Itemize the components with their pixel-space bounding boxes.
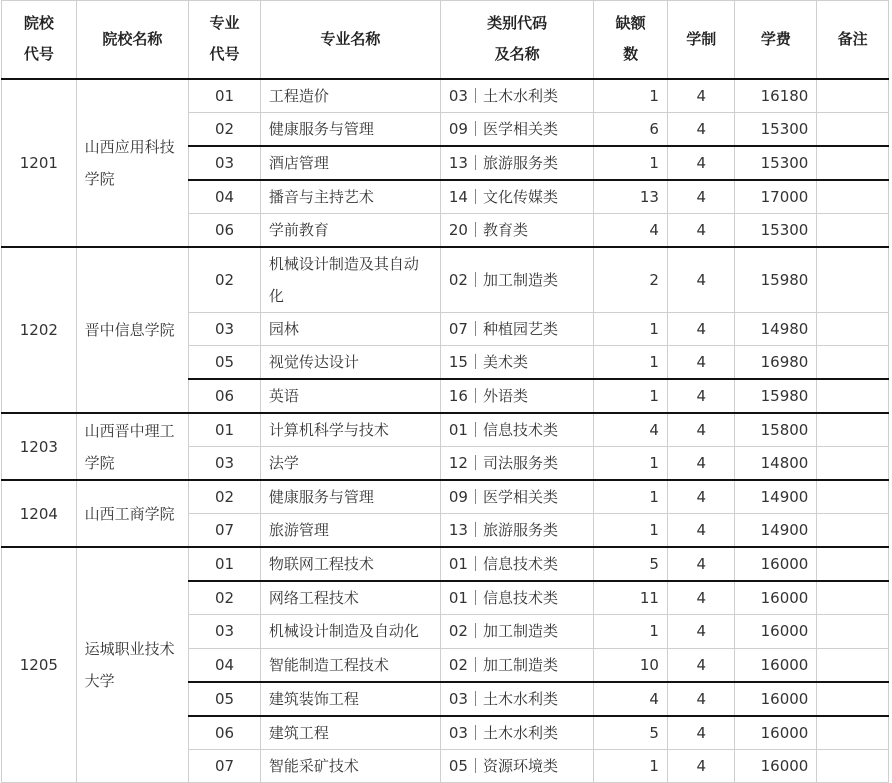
years-cell: 4 — [667, 112, 735, 146]
major-name-cell: 智能采矿技术 — [260, 749, 440, 782]
major-name-cell: 健康服务与管理 — [260, 480, 440, 514]
vacancy-cell: 5 — [594, 547, 668, 581]
major-code-cell: 01 — [189, 79, 261, 113]
major-name-cell: 旅游管理 — [260, 514, 440, 548]
major-code-cell: 03 — [189, 615, 261, 648]
major-name-cell: 机械设计制造及自动化 — [260, 615, 440, 648]
category-cell: 01｜信息技术类 — [440, 413, 593, 447]
vacancy-cell: 13 — [594, 180, 668, 214]
header-category: 类别代码 及名称 — [440, 1, 593, 79]
vacancy-cell: 6 — [594, 112, 668, 146]
fee-cell: 15300 — [735, 146, 817, 180]
category-cell: 05｜资源环境类 — [440, 749, 593, 782]
note-cell — [817, 413, 889, 447]
major-code-cell: 02 — [189, 112, 261, 146]
years-cell: 4 — [667, 682, 735, 716]
category-cell: 03｜土木水利类 — [440, 682, 593, 716]
school-code-cell: 1205 — [2, 547, 77, 782]
major-name-cell: 播音与主持艺术 — [260, 180, 440, 214]
category-cell: 02｜加工制造类 — [440, 648, 593, 682]
category-cell: 02｜加工制造类 — [440, 247, 593, 313]
note-cell — [817, 213, 889, 247]
years-cell: 4 — [667, 514, 735, 548]
fee-cell: 14980 — [735, 313, 817, 346]
vacancy-cell: 1 — [594, 480, 668, 514]
header-major-code: 专业 代号 — [189, 1, 261, 79]
note-cell — [817, 749, 889, 782]
fee-cell: 16000 — [735, 716, 817, 750]
major-name-cell: 智能制造工程技术 — [260, 648, 440, 682]
school-name-cell: 山西晋中理工学院 — [76, 413, 189, 480]
major-code-cell: 06 — [189, 213, 261, 247]
fee-cell: 16180 — [735, 79, 817, 113]
vacancy-cell: 4 — [594, 413, 668, 447]
fee-cell: 15300 — [735, 112, 817, 146]
school-name-cell: 山西应用科技学院 — [76, 79, 189, 247]
vacancy-cell: 1 — [594, 615, 668, 648]
note-cell — [817, 615, 889, 648]
note-cell — [817, 447, 889, 481]
category-cell: 13｜旅游服务类 — [440, 146, 593, 180]
major-name-cell: 建筑工程 — [260, 716, 440, 750]
vacancy-cell: 10 — [594, 648, 668, 682]
table-row — [2, 547, 889, 581]
note-cell — [817, 581, 889, 615]
school-name-cell: 晋中信息学院 — [76, 247, 189, 414]
note-cell — [817, 313, 889, 346]
major-code-cell: 04 — [189, 648, 261, 682]
school-name-cell: 运城职业技术大学 — [76, 547, 189, 782]
vacancy-cell: 1 — [594, 447, 668, 481]
category-cell: 20｜教育类 — [440, 213, 593, 247]
major-name-cell: 物联网工程技术 — [260, 547, 440, 581]
major-name-cell: 工程造价 — [260, 79, 440, 113]
years-cell: 4 — [667, 547, 735, 581]
years-cell: 4 — [667, 413, 735, 447]
major-name-cell: 网络工程技术 — [260, 581, 440, 615]
category-cell: 03｜土木水利类 — [440, 79, 593, 113]
category-cell: 16｜外语类 — [440, 379, 593, 413]
years-cell: 4 — [667, 648, 735, 682]
school-code-cell: 1203 — [2, 413, 77, 480]
major-name-cell: 酒店管理 — [260, 146, 440, 180]
major-code-cell: 06 — [189, 379, 261, 413]
header-row — [2, 1, 889, 79]
fee-cell: 16000 — [735, 682, 817, 716]
category-cell: 13｜旅游服务类 — [440, 514, 593, 548]
note-cell — [817, 247, 889, 313]
school-code-cell: 1202 — [2, 247, 77, 414]
school-name-cell: 山西工商学院 — [76, 480, 189, 547]
fee-cell: 17000 — [735, 180, 817, 214]
major-name-cell: 计算机科学与技术 — [260, 413, 440, 447]
category-cell: 14｜文化传媒类 — [440, 180, 593, 214]
vacancy-cell: 1 — [594, 749, 668, 782]
fee-cell: 16000 — [735, 581, 817, 615]
school-code-cell: 1201 — [2, 79, 77, 247]
category-cell: 09｜医学相关类 — [440, 480, 593, 514]
vacancy-cell: 1 — [594, 146, 668, 180]
major-name-cell: 园林 — [260, 313, 440, 346]
major-name-cell: 机械设计制造及其自动化 — [260, 247, 440, 313]
header-fee: 学费 — [735, 1, 817, 79]
major-name-cell: 健康服务与管理 — [260, 112, 440, 146]
vacancy-cell: 2 — [594, 247, 668, 313]
category-cell: 03｜土木水利类 — [440, 716, 593, 750]
years-cell: 4 — [667, 213, 735, 247]
vacancy-cell: 1 — [594, 346, 668, 380]
note-cell — [817, 547, 889, 581]
note-cell — [817, 79, 889, 113]
years-cell: 4 — [667, 447, 735, 481]
fee-cell: 14900 — [735, 514, 817, 548]
header-school-code: 院校 代号 — [2, 1, 77, 79]
header-years: 学制 — [667, 1, 735, 79]
major-code-cell: 02 — [189, 581, 261, 615]
vacancy-cell: 1 — [594, 379, 668, 413]
fee-cell: 16000 — [735, 547, 817, 581]
vacancy-cell: 1 — [594, 514, 668, 548]
major-code-cell: 03 — [189, 447, 261, 481]
note-cell — [817, 480, 889, 514]
category-cell: 07｜种植园艺类 — [440, 313, 593, 346]
years-cell: 4 — [667, 379, 735, 413]
table-row — [2, 79, 889, 113]
major-code-cell: 03 — [189, 146, 261, 180]
years-cell: 4 — [667, 581, 735, 615]
fee-cell: 16000 — [735, 749, 817, 782]
vacancy-cell: 5 — [594, 716, 668, 750]
category-cell: 01｜信息技术类 — [440, 581, 593, 615]
years-cell: 4 — [667, 749, 735, 782]
major-name-cell: 英语 — [260, 379, 440, 413]
note-cell — [817, 682, 889, 716]
table-row — [2, 247, 889, 313]
admissions-table — [1, 0, 889, 783]
fee-cell: 16980 — [735, 346, 817, 380]
fee-cell: 15300 — [735, 213, 817, 247]
vacancy-cell: 4 — [594, 682, 668, 716]
years-cell: 4 — [667, 480, 735, 514]
fee-cell: 14900 — [735, 480, 817, 514]
major-code-cell: 02 — [189, 247, 261, 313]
fee-cell: 15800 — [735, 413, 817, 447]
category-cell: 09｜医学相关类 — [440, 112, 593, 146]
major-code-cell: 01 — [189, 547, 261, 581]
years-cell: 4 — [667, 716, 735, 750]
years-cell: 4 — [667, 247, 735, 313]
years-cell: 4 — [667, 79, 735, 113]
major-code-cell: 05 — [189, 682, 261, 716]
vacancy-cell: 1 — [594, 313, 668, 346]
years-cell: 4 — [667, 615, 735, 648]
table-row — [2, 480, 889, 514]
major-code-cell: 07 — [189, 514, 261, 548]
vacancy-cell: 11 — [594, 581, 668, 615]
category-cell: 02｜加工制造类 — [440, 615, 593, 648]
fee-cell: 16000 — [735, 615, 817, 648]
table-row — [2, 413, 889, 447]
fee-cell: 16000 — [735, 648, 817, 682]
header-note: 备注 — [817, 1, 889, 79]
fee-cell: 15980 — [735, 247, 817, 313]
note-cell — [817, 146, 889, 180]
years-cell: 4 — [667, 346, 735, 380]
category-cell: 12｜司法服务类 — [440, 447, 593, 481]
years-cell: 4 — [667, 180, 735, 214]
vacancy-cell: 1 — [594, 79, 668, 113]
years-cell: 4 — [667, 146, 735, 180]
major-code-cell: 04 — [189, 180, 261, 214]
note-cell — [817, 514, 889, 548]
note-cell — [817, 648, 889, 682]
note-cell — [817, 716, 889, 750]
fee-cell: 14800 — [735, 447, 817, 481]
major-code-cell: 01 — [189, 413, 261, 447]
major-name-cell: 学前教育 — [260, 213, 440, 247]
header-vacancy: 缺额 数 — [594, 1, 668, 79]
vacancy-cell: 4 — [594, 213, 668, 247]
note-cell — [817, 112, 889, 146]
major-code-cell: 05 — [189, 346, 261, 380]
fee-cell: 15980 — [735, 379, 817, 413]
category-cell: 01｜信息技术类 — [440, 547, 593, 581]
years-cell: 4 — [667, 313, 735, 346]
note-cell — [817, 346, 889, 380]
category-cell: 15｜美术类 — [440, 346, 593, 380]
header-school-name: 院校名称 — [76, 1, 189, 79]
major-code-cell: 06 — [189, 716, 261, 750]
school-code-cell: 1204 — [2, 480, 77, 547]
header-major-name: 专业名称 — [260, 1, 440, 79]
major-code-cell: 02 — [189, 480, 261, 514]
major-code-cell: 07 — [189, 749, 261, 782]
major-code-cell: 03 — [189, 313, 261, 346]
note-cell — [817, 379, 889, 413]
major-name-cell: 视觉传达设计 — [260, 346, 440, 380]
major-name-cell: 建筑装饰工程 — [260, 682, 440, 716]
major-name-cell: 法学 — [260, 447, 440, 481]
note-cell — [817, 180, 889, 214]
